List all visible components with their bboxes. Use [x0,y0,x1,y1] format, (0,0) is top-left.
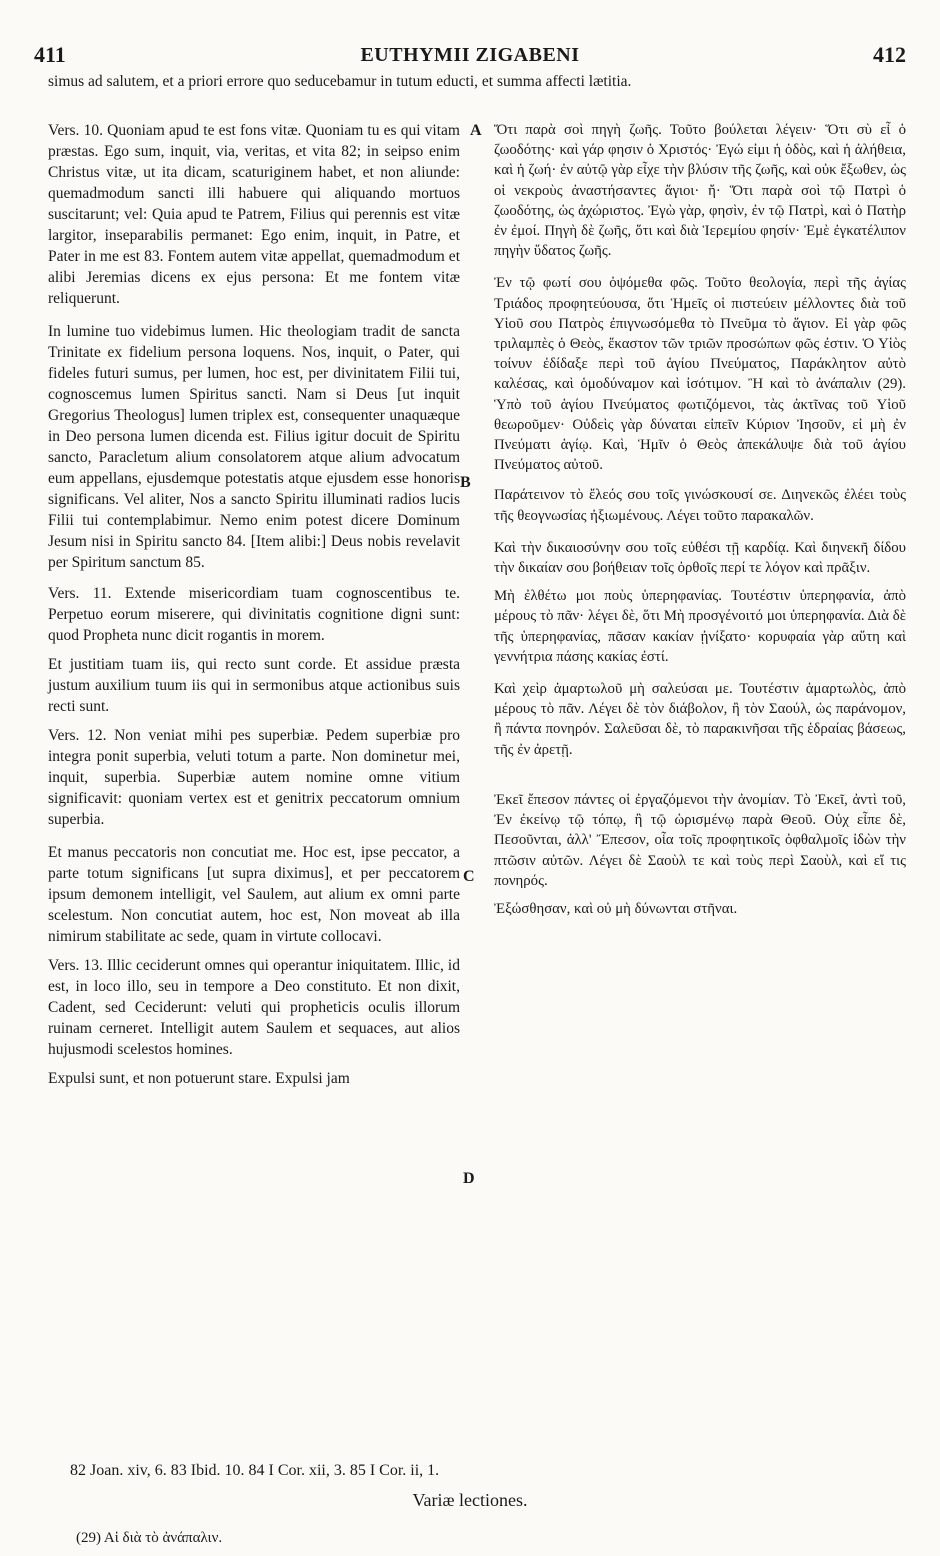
running-title: EUTHYMII ZIGABENI [360,44,580,66]
latin-paragraph: Et justitiam tuam iis, qui recto sunt corde. Et assidue præsta justum auxilium tuum iis qui in sermonibus atque actionibus suis recti sunt. [48,656,460,715]
greek-column [494,120,906,919]
greek-paragraph: Καὶ τὴν δικαιοσύνην σου τοῖς εὐθέσι τῇ καρδίᾳ. Καὶ διηνεκῆ δίδου τὴν δικαίαν σου βοήθειαν τοῖς ὀρθοῖς περί τε λόγον καὶ πρᾶξιν. [494,539,906,577]
latin-paragraph: In lumine tuo videbimus lumen. Hic theologiam tradit de sancta Trinitate ex fidelium persona loquens. Nos, inquit, o Pater, qui fideles futuri sumus, per lumen, hoc est, per divinitatem Filii tui, cognoscemus lumen Spiritus sancti. Nam si Deus [ut inquit Gregorius Theologus] lumen triplex est, consequenter unaquæque in Deo persona lumen dicenda est. Filius igitur docuit de Spiritu sancto, Paracletum alium consolatorem atque alium advocatum eum appellans, ejusdemque potestatis atque ejusdem esse honoris significans. Vel aliter, Nos a sancto Spiritu illuminati radios lucis Filii tui contemplabimur. Nemo enim potest dicere Dominum Jesum nisi in Spiritu sancto 84. [Item alibi:] Deus nobis revelavit per Spiritum sanctum 85. [48,323,460,571]
right-page-number: 412 [873,42,906,67]
latin-paragraph: Expulsi sunt, et non potuerunt stare. Expulsi jam [48,1070,350,1087]
carryover-text: simus ad salutem, et a priori errore quo seducebamur in tutum educti, et summa affecti lætitia. [48,73,632,90]
section-marker-d: D [463,1170,475,1187]
section-marker-a: A [470,122,482,139]
variant-reading: (29) Αἱ διὰ τὸ ἀνάπαλιν. [76,1530,223,1546]
section-marker-b: B [460,474,471,491]
latin-column [48,120,460,1089]
left-page-number: 411 [34,42,66,67]
latin-paragraph: Vers. 12. Non veniat mihi pes superbiæ. Pedem superbiæ pro integra ponit superbia, veluti totum a parte. Non dominetur mei, inquit, superbia. Superbiæ autem nomine omne vitium significavit: quoniam vertex est et genitrix peccatorum omnium superbia. [48,727,460,828]
greek-paragraph: Ἐκεῖ ἔπεσον πάντες οἱ ἐργαζόμενοι τὴν ἀνομίαν. Τὸ Ἐκεῖ, ἀντὶ τοῦ, Ἐν ἐκείνῳ τῷ τόπῳ, ἢ τῷ ὡρισμένῳ παρὰ Θεοῦ. Οὐχ εἶπε δὲ, Πεσοῦνται, ἀλλ' Ἔπεσον, οἷα τοῖς προφητικοῖς ὀφθαλμοῖς ἰδὼν τὴν πτῶσιν αὐτῶν. Λέγει δὲ Σαοὺλ τε καὶ τοὺς περὶ Σαοὺλ, καὶ εἴ τις πονηρός. [494,791,906,889]
footnotes: 82 Joan. xiv, 6. 83 Ibid. 10. 84 I Cor. xii, 3. 85 I Cor. ii, 1. [70,1462,440,1479]
greek-paragraph: Μὴ ἐλθέτω μοι ποὺς ὑπερηφανίας. Τουτέστιν ὑπερηφανία, ἀπὸ μέρους τὸ πᾶν· λέγει δὲ, ὅτι Μὴ προσγένοιτό μοι ὑπερηφανία. Διὰ δὲ τῆς ὑπερηφανίας, πᾶσαν κακίαν ᾐνίξατο· κορυφαία γὰρ αὕτη καὶ γεννήτρια πάσης κακίας ἐστί. [494,588,906,665]
greek-paragraph: Ὅτι παρὰ σοὶ πηγὴ ζωῆς. Τοῦτο βούλεται λέγειν· Ὅτι σὺ εἶ ὁ ζωοδότης· καὶ γάρ φησιν ὁ Χριστός· Ἐγώ εἰμι ἡ ὁδὸς, καὶ ἡ ἀλήθεια, καὶ ἡ ζωή· ἐν αὐτῷ γὰρ εἶχε τὴν βλύσιν τῆς ζωῆς, καὶ οὐκ ἔξωθεν, ὡς οἱ νεκροὺς ἀναστήσαντες ἅγιοι· ἤ· Ὅτι παρὰ σοὶ τῷ Πατρὶ ὁ ζωοδότης, ὡς ἀχώριστος. Ἐγὼ γὰρ, φησὶν, ἐν τῷ Πατρὶ, καὶ ὁ Πατὴρ ἐν ἐμοί. Πηγὴ δὲ ζωῆς, ὅτι καὶ διὰ Ἱερεμίου φησίν· Ἐμὲ ἐγκατέλιπον πηγὴν ὕδατος ζωῆς. [494,122,906,260]
greek-paragraph: Ἐν τῷ φωτί σου ὀψόμεθα φῶς. Τοῦτο θεολογία, περὶ τῆς ἁγίας Τριάδος προφητεύουσα, ὅτι Ἡμεῖς οἱ πιστεύειν μέλλοντες διὰ τοῦ Υἱοῦ σου Πατρὸς ἐπιγνωσόμεθα τὸ Πνεῦμα τὸ ἅγιον. Εἰ γὰρ φῶς τριλαμπὲς ὁ Θεὸς, ἕκαστον τῶν τριῶν προσώπων φῶς ἐστιν. Ὁ Υἱὸς τοίνυν ἐδίδαξε περὶ τοῦ ἁγίου Πνεύματος, Παράκλητον αὐτὸ καλέσας, καὶ ὁμοδύναμον καὶ ἰσότιμον. Ἢ καὶ τὸ ἀνάπαλιν (29). Ὑπὸ τοῦ ἁγίου Πνεύματος φωτιζόμενοι, τὰς ἀκτῖνας τοῦ Υἱοῦ θεωροῦμεν· Οὐδεὶς γὰρ δύναται εἰπεῖν Κύριον Ἰησοῦν, εἰ μὴ ἐν Πνεύματι ἁγίῳ. Καὶ, Ἡμῖν ὁ Θεὸς ἀπεκάλυψε διὰ τοῦ ἁγίου Πνεύματος αὐτοῦ. [494,275,906,474]
greek-paragraph: Ἐξώσθησαν, καὶ οὐ μὴ δύνωνται στῆναι. [494,900,738,917]
variae-lectiones-heading: Variæ lectiones. [412,1490,528,1510]
latin-paragraph: Vers. 11. Extende misericordiam tuam cognoscentibus te. Perpetuo eorum miserere, qui divinitatis cognitione digni sunt: quod Propheta nunc dicit rogantis in morem. [48,585,460,644]
latin-paragraph: Vers. 13. Illic ceciderunt omnes qui operantur iniquitatem. Illic, id est, in loco illo, seu in tempore a Deo constituto. Et non dixit, Cadent, sed Ceciderunt: veluti qui propheticis oculis illorum ruinam cerneret. Intelligit autem Saulem et sequaces, aut alios hujusmodi scelestos homines. [48,957,460,1058]
latin-paragraph: Et manus peccatoris non concutiat me. Hoc est, ipse peccator, a parte totum significans [ut supra diximus], et per peccatorem ipsum demonem intelligit, vel Saulem, aut alium ex omni parte scelestum. Non concutiat autem, hoc est, Non moveat ab illa nimirum stabilitate ac sede, quam in virtute collocavi. [48,844,460,945]
greek-paragraph: Καὶ χεὶρ ἁμαρτωλοῦ μὴ σαλεύσαι με. Τουτέστιν ἁμαρτωλὸς, ἀπὸ μέρους τὸ πᾶν. Λέγει δὲ τὸν διάβολον, ἢ τὸν Σαούλ, ὡς παράνομον, ἢ πάντα πονηρόν. Σαλεῦσαι δὲ, τὸ παρακινῆσαι τῆς ἑδραίας βάσεως, τῆς ἐν ἀρετῇ. [494,681,906,758]
running-header [34,42,906,70]
section-marker-c: C [463,868,475,885]
greek-paragraph: Παράτεινον τὸ ἔλεός σου τοῖς γινώσκουσί σε. Διηνεκῶς ἐλέει τοὺς τῆς θεογνωσίας ἠξιωμένους. Λέγει τοῦτο παρακαλῶν. [494,487,906,524]
latin-paragraph: Vers. 10. Quoniam apud te est fons vitæ. Quoniam tu es qui vitam præstas. Ego sum, inquit, via, veritas, et vita 82; in seipso enim Christus vitæ, ut ita dicam, scaturiginem habet, et non aliunde: quemadmodum sancti illi habuere qui aliquando mortuos suscitarunt; vel: Quia apud te Patrem, Filius qui perennis est vitæ largitor, inseparabilis permanet: Ego enim, inquit, in Patre, et Pater in me est 83. Fontem autem vitæ appellat, quemadmodum et alibi Jeremias dicens ex ejus persona: Et me fontem vitæ reliquerunt. [48,122,460,307]
